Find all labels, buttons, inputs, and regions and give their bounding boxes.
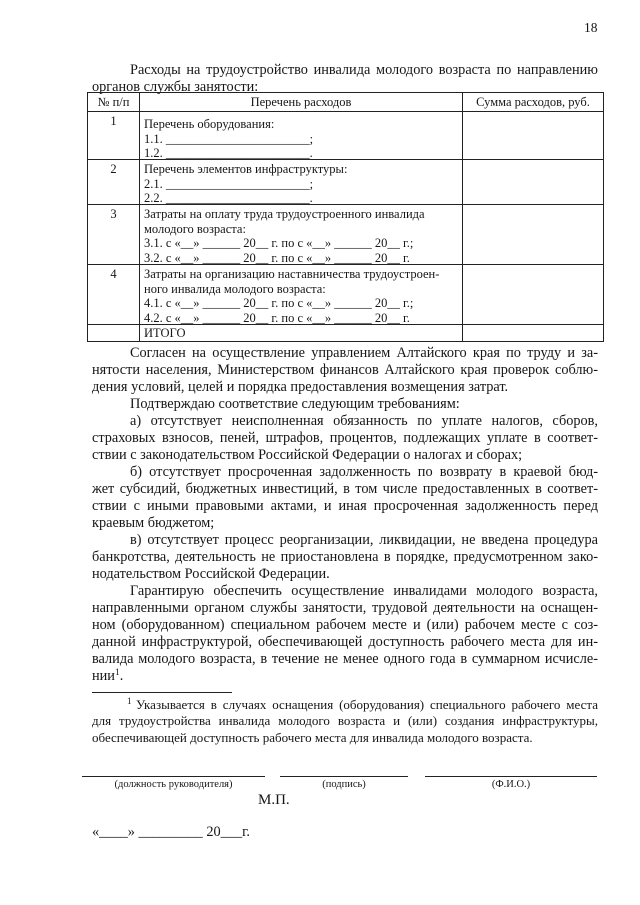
table-row-number: 4 xyxy=(88,265,140,325)
table-row-line: ИТОГО xyxy=(144,326,186,340)
paragraph-line: нодательством Российской Федерации. xyxy=(92,565,330,582)
table-row-line: 1.2. _______________________. xyxy=(144,146,313,160)
footnote-text: Указывается в случаях оснащения (оборудования) специального рабочего места xyxy=(136,696,598,712)
page-number: 18 xyxy=(584,20,598,35)
paragraph-consent xyxy=(92,345,598,396)
date-line: «____» _________ 20___г. xyxy=(92,823,250,840)
paragraph-line: краевым бюджетом; xyxy=(92,514,215,531)
table-row-number: 2 xyxy=(88,160,140,205)
table-row-line: Затраты на организацию наставничества трудоустроен- xyxy=(144,267,440,281)
table-row-line: Перечень оборудования: xyxy=(144,117,275,131)
table-header-number: № п/п xyxy=(88,93,140,112)
paragraph-confirmation xyxy=(92,396,598,413)
footnote xyxy=(92,697,598,747)
table-row-line: 3.2. с «__» ______ 20__ г. по с «__» ______ 20__ г. xyxy=(144,250,410,265)
footnote-line xyxy=(92,697,598,714)
footnote-separator xyxy=(92,692,232,693)
signature-position-line xyxy=(82,776,265,777)
paragraph-line: страховых взносов, пеней, штрафов, процентов, подлежащих уплате в соответ- xyxy=(92,429,598,446)
table-row-items xyxy=(140,265,463,325)
paragraph-line: направленными органом службы занятости, трудовой деятельности на оснащен- xyxy=(92,599,598,616)
expenses-intro xyxy=(92,62,598,96)
table-row-line: Перечень элементов инфраструктуры: xyxy=(144,162,348,176)
paragraph-line: данной инфраструктурой, обеспечивающей доступность рабочего места для ин- xyxy=(92,633,598,650)
paragraph-tail-text: нии xyxy=(92,667,115,684)
paragraph-tail-punctuation: . xyxy=(119,667,124,684)
footnote-reference: 1 xyxy=(114,667,120,678)
table-row-line: Затраты на оплату труда трудоустроенного инвалида xyxy=(144,207,425,221)
table-row-number: 1 xyxy=(88,112,140,160)
paragraph-line: ствии с иными правовыми актами, и иная просроченная задолженность перед xyxy=(92,497,598,514)
table-total-number xyxy=(88,325,140,341)
table-row-sum xyxy=(463,112,603,160)
expenses-table xyxy=(87,92,604,342)
document-body xyxy=(92,345,598,685)
table-row-line: 4.1. с «__» ______ 20__ г. по с «__» ______ 20__ г.; xyxy=(144,296,414,310)
intro-line: органов службы занятости: xyxy=(92,78,259,95)
table-header-expenses: Перечень расходов xyxy=(140,93,463,112)
signature-sign-line xyxy=(280,776,408,777)
paragraph-line: валида молодого возраста, в течение не менее одного года в суммарном исчисле- xyxy=(92,650,598,667)
paragraph-line: ствии с законодательством Российской Федерации о налогах и сборах; xyxy=(92,446,523,463)
paragraph-line: нятости населения, Министерством финансов Алтайского края проверок соблю- xyxy=(92,361,598,378)
signature-sign-label: (подпись) xyxy=(322,779,366,790)
paragraph-guarantee xyxy=(92,583,598,685)
paragraph-line xyxy=(92,668,598,685)
table-row-line: 3.1. с «__» ______ 20__ г. по с «__» ______ 20__ г.; xyxy=(144,236,414,250)
table-row-line: 2.2. _______________________. xyxy=(144,191,313,205)
table-row-sum xyxy=(463,265,603,325)
table-row-number: 3 xyxy=(88,205,140,265)
footnote-line: для трудоустройства инвалида молодого возраста и (или) создания инфраструктуры, xyxy=(92,713,598,729)
paragraph-requirement-a xyxy=(92,413,598,464)
table-row-sum xyxy=(463,160,603,205)
paragraph-line: Гарантирую обеспечить осуществление инвалидами молодого возраста, xyxy=(130,582,598,599)
paragraph-line: жет субсидий, бюджетных инвестиций, в том числе предоставленных в соответ- xyxy=(92,480,598,497)
intro-line: Расходы на трудоустройство инвалида молодого возраста по направлению xyxy=(130,61,598,78)
paragraph-line: Подтверждаю соответствие следующим требованиям: xyxy=(130,395,460,412)
table-row-line: ного инвалида молодого возраста: xyxy=(144,281,326,296)
table-row-items xyxy=(140,160,463,205)
table-row-items xyxy=(140,112,463,160)
table-row-line: 4.2. с «__» ______ 20__ г. по с «__» ______ 20__ г. xyxy=(144,310,410,325)
paragraph-requirement-b xyxy=(92,464,598,532)
signature-name-label: (Ф.И.О.) xyxy=(491,779,531,790)
table-header-sum: Сумма расходов, руб. xyxy=(463,93,603,112)
table-row-line: 1.1. _______________________; xyxy=(144,131,314,146)
table-total-label xyxy=(140,325,463,341)
paragraph-line: банкротства, деятельность не приостановлена в порядке, предусмотренном зако- xyxy=(92,548,598,565)
table-row-sum xyxy=(463,205,603,265)
paragraph-line: дения условий, целей и порядка предоставления возмещения затрат. xyxy=(92,378,509,395)
table-row-items xyxy=(140,205,463,265)
paragraph-line: а) отсутствует неисполненная обязанность по уплате налогов, сборов, xyxy=(130,412,598,429)
table-row-line: молодого возраста: xyxy=(144,221,246,236)
paragraph-line: в) отсутствует процесс реорганизации, ликвидации, не введена процедура xyxy=(130,531,598,548)
stamp-placeholder: М.П. xyxy=(258,792,290,808)
footnote-marker: 1 xyxy=(127,695,132,706)
paragraph-line: Согласен на осуществление управлением Алтайского края по труду и за- xyxy=(130,344,598,361)
paragraph-line: ном (оборудованном) специальном рабочем месте и (или) рабочем месте с соз- xyxy=(92,616,598,633)
signature-name-line xyxy=(425,776,597,777)
paragraph-line: б) отсутствует просроченная задолженность по возврату в краевой бюд- xyxy=(130,463,598,480)
paragraph-requirement-c xyxy=(92,532,598,583)
footnote-line: обеспечивающей доступность рабочего места для инвалида молодого возраста. xyxy=(92,729,533,745)
table-total-sum xyxy=(463,325,603,341)
signature-position-label: (должность руководителя) xyxy=(114,779,233,790)
table-row-line: 2.1. _______________________; xyxy=(144,176,314,191)
